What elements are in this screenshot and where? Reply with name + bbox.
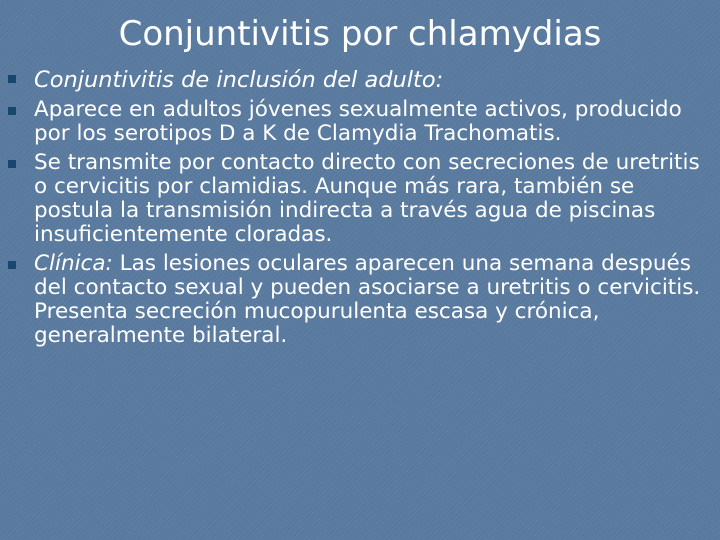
square-bullet-icon [8,75,16,83]
square-bullet-icon [8,261,16,269]
bullet-item [8,98,714,146]
bullet-text: Aparece en adultos jóvenes sexualmente activos, producido por los serotipos D a K de Clamydia Trachomatis. [34,97,682,146]
square-bullet-icon [8,160,16,168]
bullet-item [8,151,714,247]
bullet-text: Conjuntivitis de inclusión del adulto: [34,67,444,93]
slide-title: Conjuntivitis por chlamydias [118,14,602,54]
bullet-text: Se transmite por contacto directo con secreciones de uretritis o cervicitis por clamidias. Aunque más rara, también se postula la transmisión indirecta a través agua de piscinas insuficientemente cloradas. [34,150,700,247]
bullet-item [8,66,714,93]
bullet-lead-label: Clínica: [34,251,113,276]
square-bullet-icon [8,107,16,115]
bullet-item [8,252,714,348]
bullet-list [8,66,714,353]
bullet-text: Las lesiones oculares aparecen una semana después del contacto sexual y pueden asociarse a uretritis o cervicitis. Presenta secreción mucopurulenta escasa y crónica, generalmente bilateral. [34,251,701,348]
